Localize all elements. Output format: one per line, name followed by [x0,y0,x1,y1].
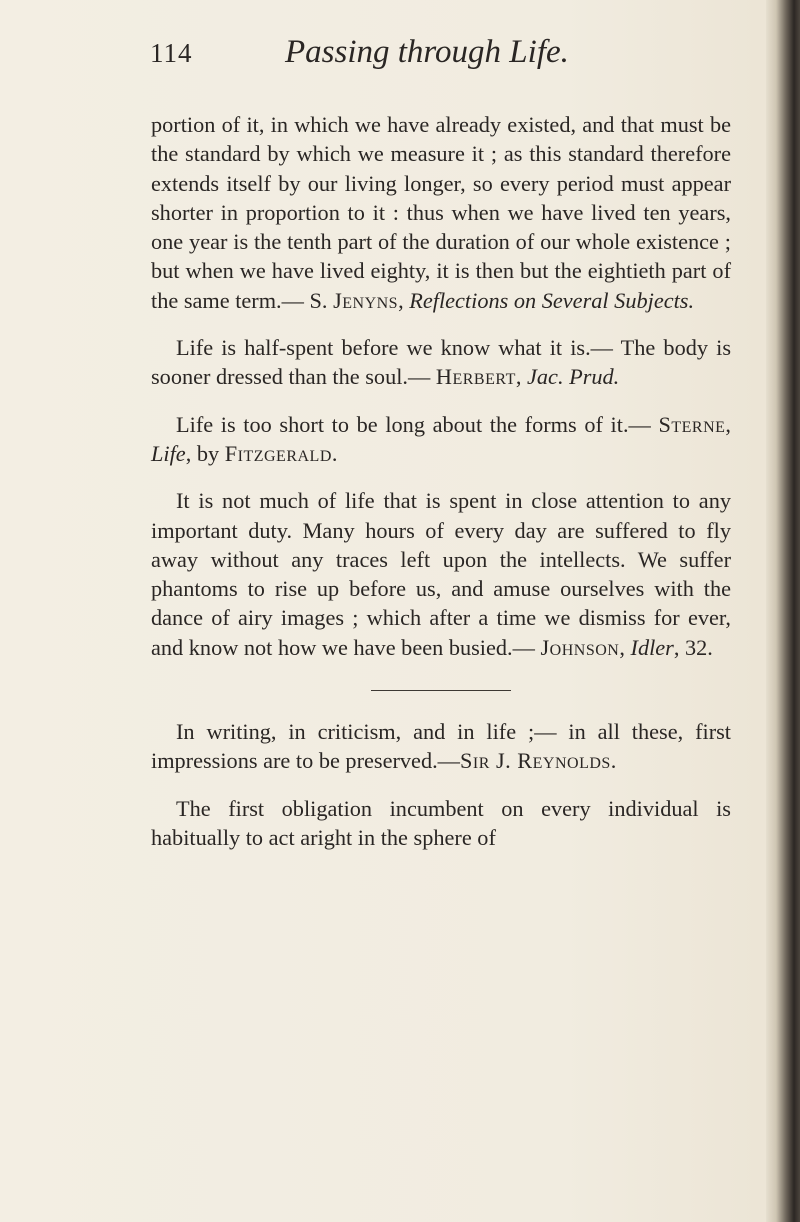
quote-text: The first obligation incumbent on every individual is habitually to act aright in the sphere of [151,795,731,850]
quote-separator: , [725,411,731,437]
quote-sterne [151,410,731,469]
quote-text: portion of it, in which we have already existed, and that must be the standard by which we measure it ; as this standard therefore extends itself by our living longer, so every period must appear shorter in proportion to it : thus when we have lived ten years, one year is the tenth part of the duration of our whole existence ; but when we have lived eighty, it is then but the eightieth part of the same term.— S. [151,112,731,313]
quote-work: Jac. Prud. [527,364,620,390]
quote-work: Idler [630,634,674,660]
quote-johnson [151,486,731,662]
quote-editor: Fitzgerald. [224,440,338,466]
running-head: Passing through Life. [285,34,569,70]
quote-separator: , [515,364,527,390]
section-divider [371,690,511,691]
quote-author: Sterne [658,411,726,437]
page-number: 114 [150,38,193,68]
quote-text: It is not much of life that is spent in close attention to any important duty. Many hours of every day are suffered to fly away without any traces left upon the intellects. We suffer phantoms to rise up before us, and amuse ourselves with the dance of airy images ; which after a time we dismiss for ever, and know not how we have been busied.— [151,488,731,660]
book-spine-shadow [766,0,800,1222]
quote-by: , by [185,440,225,466]
quote-work: Reflections on Several Subjects. [409,287,695,313]
quote-author: Herbert [435,364,516,390]
page-header [150,34,750,88]
quote-text: In writing, in criticism, and in life ;— in all these, first impressions are to be preserved.— [151,719,731,774]
page-body [151,110,731,852]
quote-continuation [151,794,731,853]
quote-reynolds [151,717,731,776]
quote-separator: , [398,287,410,313]
quote-text: Life is half-spent before we know what it is.— The body is sooner dressed than the soul.— [151,335,731,390]
quote-work: Life [151,440,186,466]
quote-author: Sir J. Reynolds. [459,748,617,774]
quote-author: Johnson [540,634,620,660]
quote-jenyns [151,110,731,315]
quote-herbert [151,333,731,392]
quote-reference: , 32. [673,634,713,660]
quote-text: Life is too short to be long about the forms of it.— [176,411,659,437]
quote-separator: , [619,634,631,660]
quote-author: Jenyns [333,287,399,313]
